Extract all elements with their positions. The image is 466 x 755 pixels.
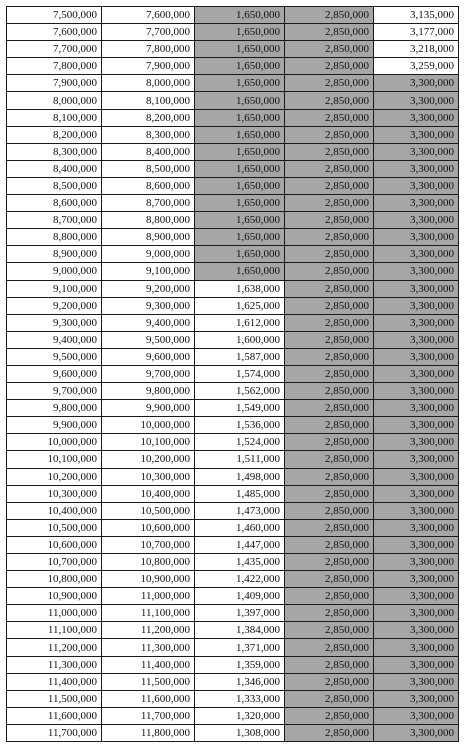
table-cell: 10,900,000: [7, 588, 102, 605]
table-cell: 3,300,000: [374, 622, 459, 639]
table-cell: 1,346,000: [195, 673, 285, 690]
table-cell: 11,000,000: [102, 588, 195, 605]
table-cell: 1,422,000: [195, 571, 285, 588]
table-cell: 9,900,000: [102, 400, 195, 417]
table-cell: 9,500,000: [102, 331, 195, 348]
table-cell: 9,800,000: [102, 383, 195, 400]
table-cell: 8,300,000: [102, 126, 195, 143]
table-cell: 3,300,000: [374, 605, 459, 622]
table-cell: 3,300,000: [374, 536, 459, 553]
table-cell: 2,850,000: [285, 588, 374, 605]
table-cell: 10,000,000: [7, 434, 102, 451]
table-cell: 3,300,000: [374, 451, 459, 468]
table-cell: 9,100,000: [102, 263, 195, 280]
table-cell: 3,300,000: [374, 75, 459, 92]
table-cell: 11,600,000: [102, 690, 195, 707]
table-cell: 3,300,000: [374, 177, 459, 194]
table-cell: 9,700,000: [7, 383, 102, 400]
table-cell: 1,447,000: [195, 536, 285, 553]
table-row: [7, 502, 459, 519]
table-cell: 10,700,000: [7, 554, 102, 571]
table-cell: 10,200,000: [7, 468, 102, 485]
table-cell: 3,300,000: [374, 246, 459, 263]
table-row: [7, 280, 459, 297]
table-cell: 8,900,000: [102, 229, 195, 246]
table-cell: 8,000,000: [7, 92, 102, 109]
table-cell: 8,100,000: [102, 92, 195, 109]
table-cell: 3,300,000: [374, 434, 459, 451]
table-cell: 2,850,000: [285, 673, 374, 690]
table-row: [7, 195, 459, 212]
table-cell: 10,500,000: [7, 519, 102, 536]
table-cell: 3,300,000: [374, 656, 459, 673]
table-cell: 2,850,000: [285, 246, 374, 263]
table-cell: 2,850,000: [285, 468, 374, 485]
table-row: [7, 177, 459, 194]
table-cell: 1,397,000: [195, 605, 285, 622]
table-row: [7, 417, 459, 434]
table-cell: 2,850,000: [285, 639, 374, 656]
table-cell: 3,300,000: [374, 707, 459, 724]
table-cell: 2,850,000: [285, 229, 374, 246]
table-cell: 11,500,000: [102, 673, 195, 690]
table-row: [7, 673, 459, 690]
table-cell: 3,300,000: [374, 485, 459, 502]
table-cell: 3,300,000: [374, 519, 459, 536]
table-cell: 1,587,000: [195, 348, 285, 365]
table-row: [7, 554, 459, 571]
table-cell: 9,800,000: [7, 400, 102, 417]
table-row: [7, 519, 459, 536]
table-cell: 3,135,000: [374, 7, 459, 24]
table-cell: 11,300,000: [102, 639, 195, 656]
table-cell: 2,850,000: [285, 195, 374, 212]
table-cell: 10,000,000: [102, 417, 195, 434]
table-cell: 3,300,000: [374, 280, 459, 297]
table-cell: 7,600,000: [7, 24, 102, 41]
table-cell: 2,850,000: [285, 212, 374, 229]
table-cell: 10,900,000: [102, 571, 195, 588]
table-cell: 7,500,000: [7, 7, 102, 24]
table-cell: 3,300,000: [374, 502, 459, 519]
table-cell: 2,850,000: [285, 502, 374, 519]
table-cell: 2,850,000: [285, 536, 374, 553]
table-cell: 8,700,000: [102, 195, 195, 212]
table-cell: 11,800,000: [102, 724, 195, 741]
table-row: [7, 365, 459, 382]
table-cell: 7,900,000: [7, 75, 102, 92]
table-cell: 2,850,000: [285, 417, 374, 434]
table-cell: 2,850,000: [285, 263, 374, 280]
table-cell: 1,650,000: [195, 212, 285, 229]
table-cell: 1,650,000: [195, 263, 285, 280]
table-cell: 9,900,000: [7, 417, 102, 434]
table-row: [7, 58, 459, 75]
table-cell: 3,300,000: [374, 673, 459, 690]
table-cell: 1,625,000: [195, 297, 285, 314]
table-cell: 10,700,000: [102, 536, 195, 553]
table-cell: 3,300,000: [374, 126, 459, 143]
table-cell: 3,300,000: [374, 554, 459, 571]
table-cell: 3,300,000: [374, 229, 459, 246]
table-cell: 2,850,000: [285, 485, 374, 502]
table-cell: 10,300,000: [102, 468, 195, 485]
table-cell: 7,700,000: [7, 41, 102, 58]
table-cell: 3,300,000: [374, 109, 459, 126]
table-cell: 10,600,000: [102, 519, 195, 536]
table-cell: 8,800,000: [7, 229, 102, 246]
table-cell: 2,850,000: [285, 656, 374, 673]
table-cell: 2,850,000: [285, 177, 374, 194]
table-cell: 11,700,000: [7, 724, 102, 741]
table-cell: 8,800,000: [102, 212, 195, 229]
table-cell: 11,100,000: [102, 605, 195, 622]
table-cell: 3,300,000: [374, 160, 459, 177]
table-row: [7, 229, 459, 246]
value-table: [6, 6, 459, 742]
table-cell: 1,384,000: [195, 622, 285, 639]
table-cell: 10,100,000: [102, 434, 195, 451]
table-cell: 3,300,000: [374, 383, 459, 400]
table-cell: 11,300,000: [7, 656, 102, 673]
table-cell: 2,850,000: [285, 707, 374, 724]
table-cell: 1,650,000: [195, 195, 285, 212]
table-cell: 1,308,000: [195, 724, 285, 741]
table-cell: 2,850,000: [285, 160, 374, 177]
table-cell: 2,850,000: [285, 331, 374, 348]
table-row: [7, 724, 459, 741]
table-cell: 1,409,000: [195, 588, 285, 605]
table-cell: 1,650,000: [195, 92, 285, 109]
table-cell: 3,300,000: [374, 417, 459, 434]
table-cell: 9,100,000: [7, 280, 102, 297]
table-cell: 3,300,000: [374, 314, 459, 331]
table-row: [7, 263, 459, 280]
table-row: [7, 605, 459, 622]
table-cell: 2,850,000: [285, 126, 374, 143]
table-cell: 1,511,000: [195, 451, 285, 468]
table-cell: 3,300,000: [374, 331, 459, 348]
table-row: [7, 297, 459, 314]
table-cell: 1,638,000: [195, 280, 285, 297]
table-cell: 1,359,000: [195, 656, 285, 673]
table-cell: 2,850,000: [285, 383, 374, 400]
table-cell: 7,900,000: [102, 58, 195, 75]
table-cell: 9,000,000: [7, 263, 102, 280]
table-cell: 11,600,000: [7, 707, 102, 724]
table-row: [7, 468, 459, 485]
table-cell: 3,300,000: [374, 212, 459, 229]
table-cell: 3,300,000: [374, 348, 459, 365]
table-cell: 3,300,000: [374, 588, 459, 605]
table-cell: 2,850,000: [285, 92, 374, 109]
table-cell: 8,600,000: [102, 177, 195, 194]
table-cell: 8,400,000: [102, 143, 195, 160]
table-row: [7, 126, 459, 143]
table-cell: 8,000,000: [102, 75, 195, 92]
table-cell: 1,650,000: [195, 160, 285, 177]
table-cell: 11,400,000: [7, 673, 102, 690]
table-cell: 9,700,000: [102, 365, 195, 382]
table-cell: 8,600,000: [7, 195, 102, 212]
table-cell: 11,100,000: [7, 622, 102, 639]
table-cell: 11,200,000: [102, 622, 195, 639]
table-cell: 2,850,000: [285, 451, 374, 468]
table-row: [7, 656, 459, 673]
table-row: [7, 383, 459, 400]
table-cell: 1,612,000: [195, 314, 285, 331]
table-row: [7, 400, 459, 417]
table-cell: 2,850,000: [285, 41, 374, 58]
table-cell: 2,850,000: [285, 605, 374, 622]
table-cell: 1,650,000: [195, 246, 285, 263]
table-cell: 3,300,000: [374, 195, 459, 212]
table-row: [7, 246, 459, 263]
table-cell: 8,400,000: [7, 160, 102, 177]
table-cell: 9,200,000: [7, 297, 102, 314]
table-cell: 7,800,000: [7, 58, 102, 75]
table-cell: 10,300,000: [7, 485, 102, 502]
table-cell: 3,300,000: [374, 468, 459, 485]
table-row: [7, 24, 459, 41]
table-cell: 10,400,000: [102, 485, 195, 502]
table-cell: 10,800,000: [102, 554, 195, 571]
table-cell: 10,100,000: [7, 451, 102, 468]
table-cell: 1,320,000: [195, 707, 285, 724]
table-cell: 1,562,000: [195, 383, 285, 400]
value-table-body: [7, 7, 459, 742]
table-cell: 2,850,000: [285, 314, 374, 331]
table-row: [7, 707, 459, 724]
table-cell: 2,850,000: [285, 519, 374, 536]
table-cell: 3,218,000: [374, 41, 459, 58]
table-row: [7, 571, 459, 588]
table-cell: 3,259,000: [374, 58, 459, 75]
table-cell: 3,300,000: [374, 724, 459, 741]
table-cell: 8,700,000: [7, 212, 102, 229]
table-cell: 9,000,000: [102, 246, 195, 263]
table-cell: 10,600,000: [7, 536, 102, 553]
table-cell: 3,300,000: [374, 690, 459, 707]
table-row: [7, 92, 459, 109]
table-cell: 2,850,000: [285, 434, 374, 451]
table-cell: 2,850,000: [285, 297, 374, 314]
table-row: [7, 143, 459, 160]
table-row: [7, 434, 459, 451]
table-cell: 2,850,000: [285, 75, 374, 92]
table-cell: 1,536,000: [195, 417, 285, 434]
table-cell: 8,300,000: [7, 143, 102, 160]
table-row: [7, 41, 459, 58]
table-cell: 8,500,000: [102, 160, 195, 177]
table-cell: 8,100,000: [7, 109, 102, 126]
table-cell: 1,650,000: [195, 109, 285, 126]
table-cell: 3,300,000: [374, 365, 459, 382]
table-cell: 1,600,000: [195, 331, 285, 348]
table-cell: 2,850,000: [285, 365, 374, 382]
table-cell: 3,300,000: [374, 297, 459, 314]
table-row: [7, 536, 459, 553]
table-cell: 8,200,000: [102, 109, 195, 126]
table-cell: 3,300,000: [374, 263, 459, 280]
table-cell: 1,473,000: [195, 502, 285, 519]
table-cell: 9,600,000: [102, 348, 195, 365]
table-cell: 2,850,000: [285, 58, 374, 75]
table-cell: 2,850,000: [285, 400, 374, 417]
table-row: [7, 75, 459, 92]
table-cell: 1,485,000: [195, 485, 285, 502]
table-cell: 1,371,000: [195, 639, 285, 656]
table-cell: 3,177,000: [374, 24, 459, 41]
table-cell: 11,400,000: [102, 656, 195, 673]
table-cell: 7,800,000: [102, 41, 195, 58]
table-cell: 9,300,000: [7, 314, 102, 331]
table-cell: 2,850,000: [285, 348, 374, 365]
table-cell: 1,650,000: [195, 75, 285, 92]
table-cell: 7,600,000: [102, 7, 195, 24]
table-cell: 2,850,000: [285, 690, 374, 707]
table-cell: 9,600,000: [7, 365, 102, 382]
table-cell: 10,800,000: [7, 571, 102, 588]
table-row: [7, 160, 459, 177]
table-cell: 9,200,000: [102, 280, 195, 297]
table-cell: 8,500,000: [7, 177, 102, 194]
table-cell: 3,300,000: [374, 400, 459, 417]
table-cell: 11,500,000: [7, 690, 102, 707]
table-cell: 7,700,000: [102, 24, 195, 41]
table-cell: 3,300,000: [374, 92, 459, 109]
table-cell: 1,650,000: [195, 143, 285, 160]
table-cell: 2,850,000: [285, 622, 374, 639]
table-row: [7, 639, 459, 656]
table-row: [7, 212, 459, 229]
table-cell: 10,500,000: [102, 502, 195, 519]
table-cell: 2,850,000: [285, 571, 374, 588]
table-cell: 9,400,000: [7, 331, 102, 348]
table-cell: 3,300,000: [374, 639, 459, 656]
table-cell: 1,650,000: [195, 229, 285, 246]
table-cell: 9,300,000: [102, 297, 195, 314]
table-row: [7, 485, 459, 502]
table-cell: 2,850,000: [285, 724, 374, 741]
table-row: [7, 348, 459, 365]
table-cell: 11,000,000: [7, 605, 102, 622]
table-cell: 8,200,000: [7, 126, 102, 143]
table-cell: 2,850,000: [285, 554, 374, 571]
table-cell: 1,549,000: [195, 400, 285, 417]
table-cell: 10,200,000: [102, 451, 195, 468]
table-row: [7, 622, 459, 639]
table-cell: 2,850,000: [285, 143, 374, 160]
table-cell: 1,333,000: [195, 690, 285, 707]
table-cell: 10,400,000: [7, 502, 102, 519]
table-cell: 1,650,000: [195, 24, 285, 41]
table-row: [7, 451, 459, 468]
table-cell: 2,850,000: [285, 280, 374, 297]
table-cell: 11,200,000: [7, 639, 102, 656]
table-cell: 3,300,000: [374, 143, 459, 160]
table-cell: 1,524,000: [195, 434, 285, 451]
table-cell: 2,850,000: [285, 24, 374, 41]
table-cell: 1,574,000: [195, 365, 285, 382]
table-cell: 1,460,000: [195, 519, 285, 536]
table-cell: 1,650,000: [195, 7, 285, 24]
table-cell: 1,650,000: [195, 126, 285, 143]
table-cell: 2,850,000: [285, 109, 374, 126]
table-cell: 3,300,000: [374, 571, 459, 588]
table-row: [7, 690, 459, 707]
table-row: [7, 588, 459, 605]
table-row: [7, 314, 459, 331]
table-cell: 1,650,000: [195, 41, 285, 58]
table-row: [7, 331, 459, 348]
table-cell: 11,700,000: [102, 707, 195, 724]
table-cell: 1,435,000: [195, 554, 285, 571]
table-cell: 2,850,000: [285, 7, 374, 24]
table-row: [7, 109, 459, 126]
table-cell: 1,650,000: [195, 177, 285, 194]
table-cell: 9,500,000: [7, 348, 102, 365]
table-row: [7, 7, 459, 24]
table-cell: 9,400,000: [102, 314, 195, 331]
table-cell: 8,900,000: [7, 246, 102, 263]
table-cell: 1,650,000: [195, 58, 285, 75]
table-cell: 1,498,000: [195, 468, 285, 485]
